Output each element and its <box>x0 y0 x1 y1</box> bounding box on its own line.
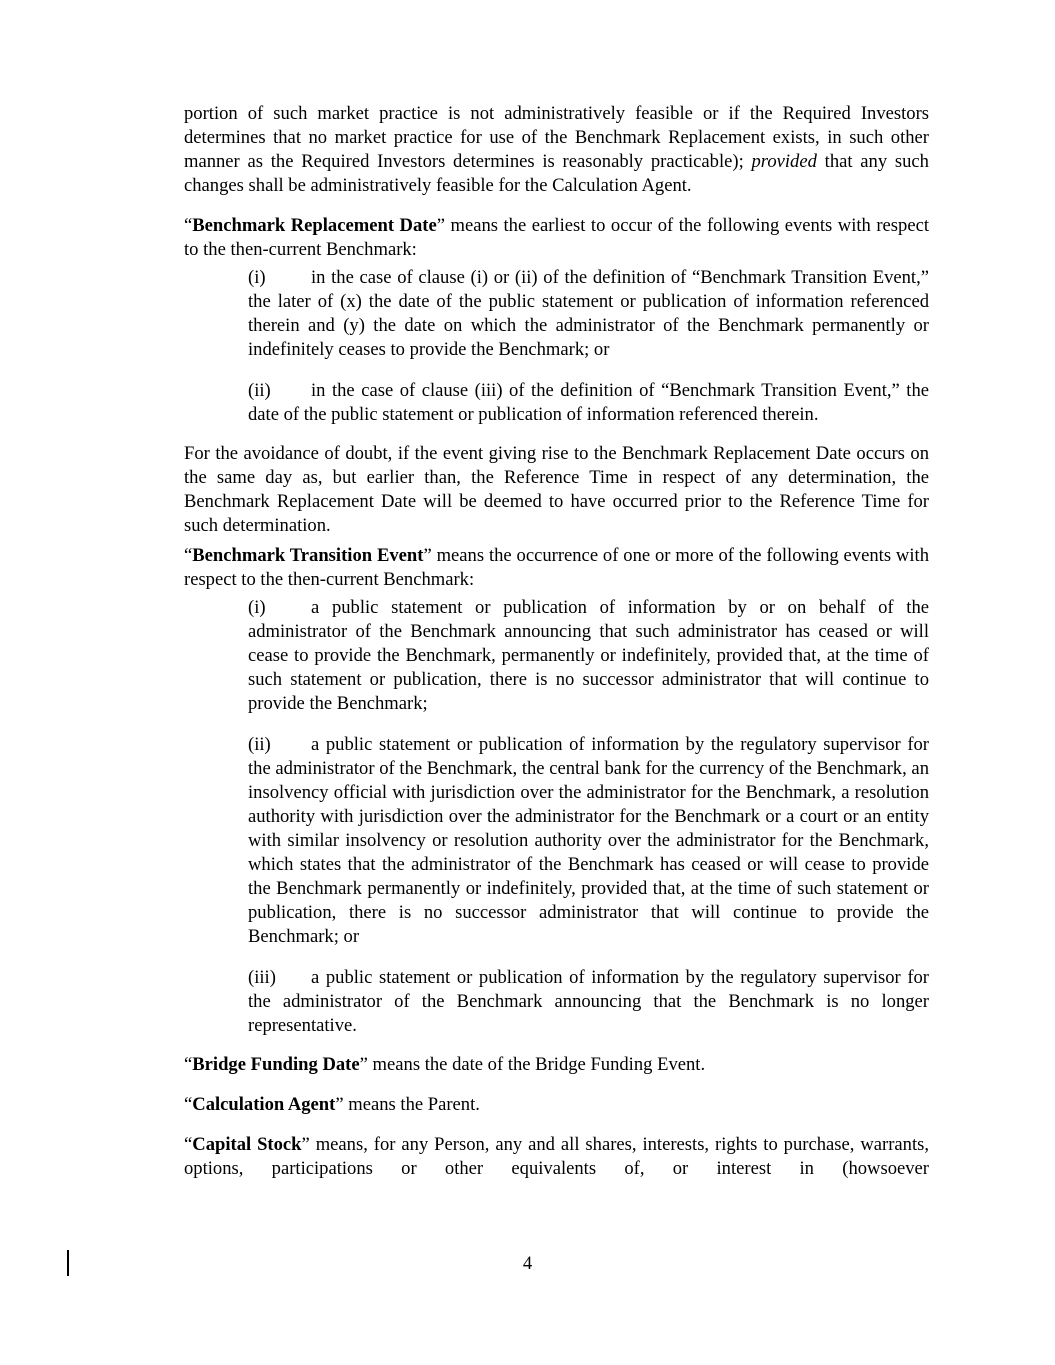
definition-benchmark-replacement-date <box>184 214 929 262</box>
definition-calculation-agent <box>184 1093 929 1117</box>
definition-text: means the date of the Bridge Funding Event. <box>367 1054 706 1075</box>
list-item-number: (i) <box>248 267 266 288</box>
list-item-text: a public statement or publication of information by the regulatory supervisor for the administrator of the Benchmark announcing that the Benchmark is no longer representative. <box>248 967 929 1036</box>
list-item <box>248 733 929 949</box>
document-page <box>184 102 929 1197</box>
paragraph-text: that any such changes shall be administratively feasible for the Calculation Agent. <box>184 151 929 196</box>
close-quote: ” <box>301 1134 310 1155</box>
italic-provided: provided <box>751 151 817 172</box>
list-item-text: in the case of clause (i) or (ii) of the definition of “Benchmark Transition Event,” the later of (x) the date of the public statement or publication of information referenced therein and (y) the date on which the administrator of the Benchmark permanently or indefinitely ceases to provide the Benchmark; or <box>248 267 929 360</box>
list-item <box>248 596 929 716</box>
list-item-number: (i) <box>248 597 266 618</box>
definition-text: means the earliest to occur of the following events with respect to the then-current Benchmark: <box>184 215 929 260</box>
open-quote: “ <box>184 1054 193 1075</box>
list-item <box>248 966 929 1038</box>
definition-capital-stock <box>184 1133 929 1181</box>
definition-benchmark-transition-event <box>184 544 929 592</box>
list-item-text: in the case of clause (iii) of the definition of “Benchmark Transition Event,” the date of the public statement or publication of information referenced therein. <box>248 380 929 425</box>
definition-bridge-funding-date <box>184 1053 929 1077</box>
open-quote: “ <box>184 1134 193 1155</box>
open-quote: “ <box>184 1094 193 1115</box>
list-item-number: (iii) <box>248 967 276 988</box>
list-item <box>248 379 929 427</box>
defined-term: Bridge Funding Date <box>192 1054 360 1075</box>
close-quote: ” <box>335 1094 344 1115</box>
list-item <box>248 266 929 362</box>
continuation-paragraph <box>184 102 929 198</box>
paragraph-text: portion of such market practice is not administratively feasible or if the Required Investors determines that no market practice for use of the Benchmark Replacement exists, in such other manner as the Required Investors determines is reasonably practicable); <box>184 103 929 172</box>
definition-text: means the occurrence of one or more of the following events with respect to the then-current Benchmark: <box>184 545 929 590</box>
page-number: 4 <box>522 1253 533 1274</box>
open-quote: “ <box>184 215 193 236</box>
list-item-number: (ii) <box>248 734 271 755</box>
defined-term: Calculation Agent <box>192 1094 336 1115</box>
list-item-text: a public statement or publication of information by or on behalf of the administrator of the Benchmark announcing that such administrator has ceased or will cease to provide the Benchmark, permanently or indefinitely, provided that, at the time of such statement or publication, there is no successor administrator that will continue to provide the Benchmark; <box>248 597 929 714</box>
close-quote: ” <box>423 545 432 566</box>
close-quote: ” <box>359 1054 368 1075</box>
defined-term: Benchmark Replacement Date <box>192 215 437 236</box>
avoidance-paragraph: For the avoidance of doubt, if the event giving rise to the Benchmark Replacement Date occurs on the same day as, but earlier than, the Reference Time in respect of any determination, the Benchmark Replacement Date will be deemed to have occurred prior to the Reference Time for such determination. <box>184 443 929 536</box>
list-item-text: a public statement or publication of information by the regulatory supervisor for the administrator of the Benchmark, the central bank for the currency of the Benchmark, an insolvency official with jurisdiction over the administrator for the Benchmark, a resolution authority with jurisdiction over the administrator for the Benchmark or a court or an entity with similar insolvency or resolution authority over the administrator for the Benchmark, which states that the administrator of the Benchmark has ceased or will cease to provide the Benchmark permanently or indefinitely, provided that, at the time of such statement or publication, there is no successor administrator that will continue to provide the Benchmark; or <box>248 734 929 947</box>
close-quote: ” <box>436 215 445 236</box>
definition-text: means, for any Person, any and all shares, interests, rights to purchase, warrants, options, participations or other equivalents of, or interest in (howsoever <box>184 1134 929 1179</box>
open-quote: “ <box>184 545 193 566</box>
definition-text: means the Parent. <box>343 1094 480 1115</box>
defined-term: Capital Stock <box>192 1134 302 1155</box>
list-item-number: (ii) <box>248 380 271 401</box>
defined-term: Benchmark Transition Event <box>192 545 424 566</box>
